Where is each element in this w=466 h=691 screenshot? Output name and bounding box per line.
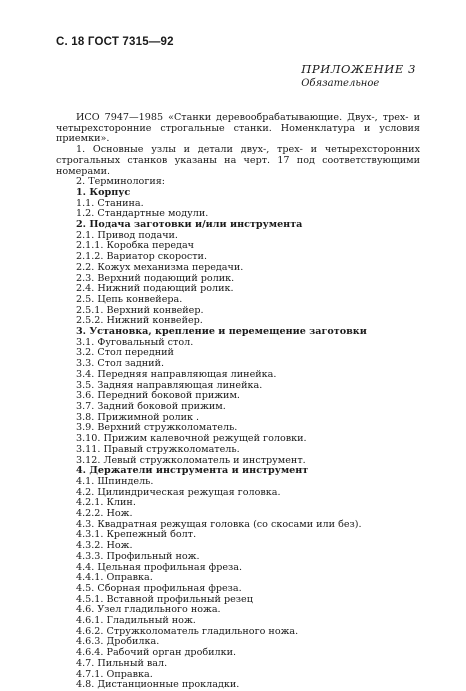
term-item: 4.6.1. Гладильный нож. xyxy=(76,615,196,627)
term-item: 3.8. Прижимной ролик . xyxy=(76,411,200,423)
clause-1-paragraph: 1. Основные узлы и детали двух-, трех- и четырехсторонних строгальных станков указаны на черт. 17 под соответствующими номерами. xyxy=(56,144,420,177)
term-item: 2.2. Кожух механизма передачи. xyxy=(76,261,244,273)
term-item: 4.2. Цилиндрическая режущая головка. xyxy=(76,486,281,498)
term-item: 4.4.1. Оправка. xyxy=(76,572,153,584)
term-item: 3.11. Правый стружколоматель. xyxy=(76,443,240,455)
term-item: 3.10. Прижим калевочной режущей головки. xyxy=(76,433,307,445)
term-item: 3.4. Передняя направляющая линейка. xyxy=(76,368,277,380)
term-item: 4.8. Дистанционные прокладки. xyxy=(76,679,240,691)
section-heading: 1. Корпус xyxy=(76,186,131,198)
term-item: 3.5. Задняя направляющая линейка. xyxy=(76,379,263,391)
term-item: 4.6.4. Рабочий орган дробилки. xyxy=(76,647,237,659)
document-body xyxy=(56,113,420,691)
term-list xyxy=(56,177,420,691)
term-item: 2.5.1. Верхний конвейер. xyxy=(76,304,204,316)
term-item: 4.6. Узел гладильного ножа. xyxy=(76,604,221,616)
term-item: 1.2. Стандартные модули. xyxy=(76,208,209,220)
section-heading: 2. Подача заготовки и/или инструмента xyxy=(76,219,303,231)
term-item: 2.5. Цепь конвейера. xyxy=(76,293,183,305)
term-item: 2.4. Нижний подающий ролик. xyxy=(76,283,234,295)
term-item: 4.5. Сборная профильная фреза. xyxy=(76,582,242,594)
term-item: 2.5.2. Нижний конвейер. xyxy=(76,315,203,327)
term-item: 3.9. Верхний стружколоматель. xyxy=(76,422,238,434)
term-item: 3.2. Стол передний xyxy=(76,347,174,359)
term-item: 4.3.3. Профильный нож. xyxy=(76,550,200,562)
appendix-heading xyxy=(301,62,416,89)
term-item: 4.7. Пильный вал. xyxy=(76,657,168,669)
term-item: 1.1. Станина. xyxy=(76,197,144,209)
intro-paragraph: ИСО 7947—1985 «Станки деревообрабатывающие. Двух-, трех- и четырехсторонние строгальные станки. Номенклатура и условия приемки». xyxy=(56,112,420,145)
term-item: 3.7. Задний боковой прижим. xyxy=(76,400,226,412)
term-item: 2. Терминология: xyxy=(76,176,166,188)
term-item: 3.1. Фуговальный стол. xyxy=(76,336,194,348)
appendix-title: ПРИЛОЖЕНИЕ 3 xyxy=(301,62,416,76)
term-item: 4.3.1. Крепежный болт. xyxy=(76,529,197,541)
term-item: 2.1. Привод подачи. xyxy=(76,229,178,241)
term-item: 4.6.2. Стружколоматель гладильного ножа. xyxy=(76,625,299,637)
term-item: 4.3. Квадратная режущая головка (со скосами или без). xyxy=(76,518,362,530)
section-heading: 3. Установка, крепление и перемещение заготовки xyxy=(76,326,367,338)
section-heading: 4. Держатели инструмента и инструмент xyxy=(76,465,309,477)
term-item: 2.3. Верхний подающий ролик. xyxy=(76,272,235,284)
term-item: 3.12. Левый стружколоматель и инструмент. xyxy=(76,454,306,466)
term-item: 2.1.2. Вариатор скорости. xyxy=(76,251,207,263)
term-item: 4.7.1. Оправка. xyxy=(76,668,153,680)
appendix-subtitle: Обязательное xyxy=(301,78,380,89)
term-item: 4.2.1. Клин. xyxy=(76,497,136,509)
term-item: 4.6.3. Дробилка. xyxy=(76,636,160,648)
term-item: 4.1. Шпиндель. xyxy=(76,475,154,487)
term-item: 3.6. Передний боковой прижим. xyxy=(76,390,240,402)
page-header: С. 18 ГОСТ 7315—92 xyxy=(56,36,174,48)
term-item: 4.4. Цельная профильная фреза. xyxy=(76,561,243,573)
term-item: 2.1.1. Коробка передач xyxy=(76,240,195,252)
term-item: 4.5.1. Вставной профильный резец xyxy=(76,593,253,605)
term-item: 3.3. Стол задний. xyxy=(76,358,165,370)
term-item: 4.3.2. Нож. xyxy=(76,540,133,552)
term-item: 4.2.2. Нож. xyxy=(76,508,133,520)
